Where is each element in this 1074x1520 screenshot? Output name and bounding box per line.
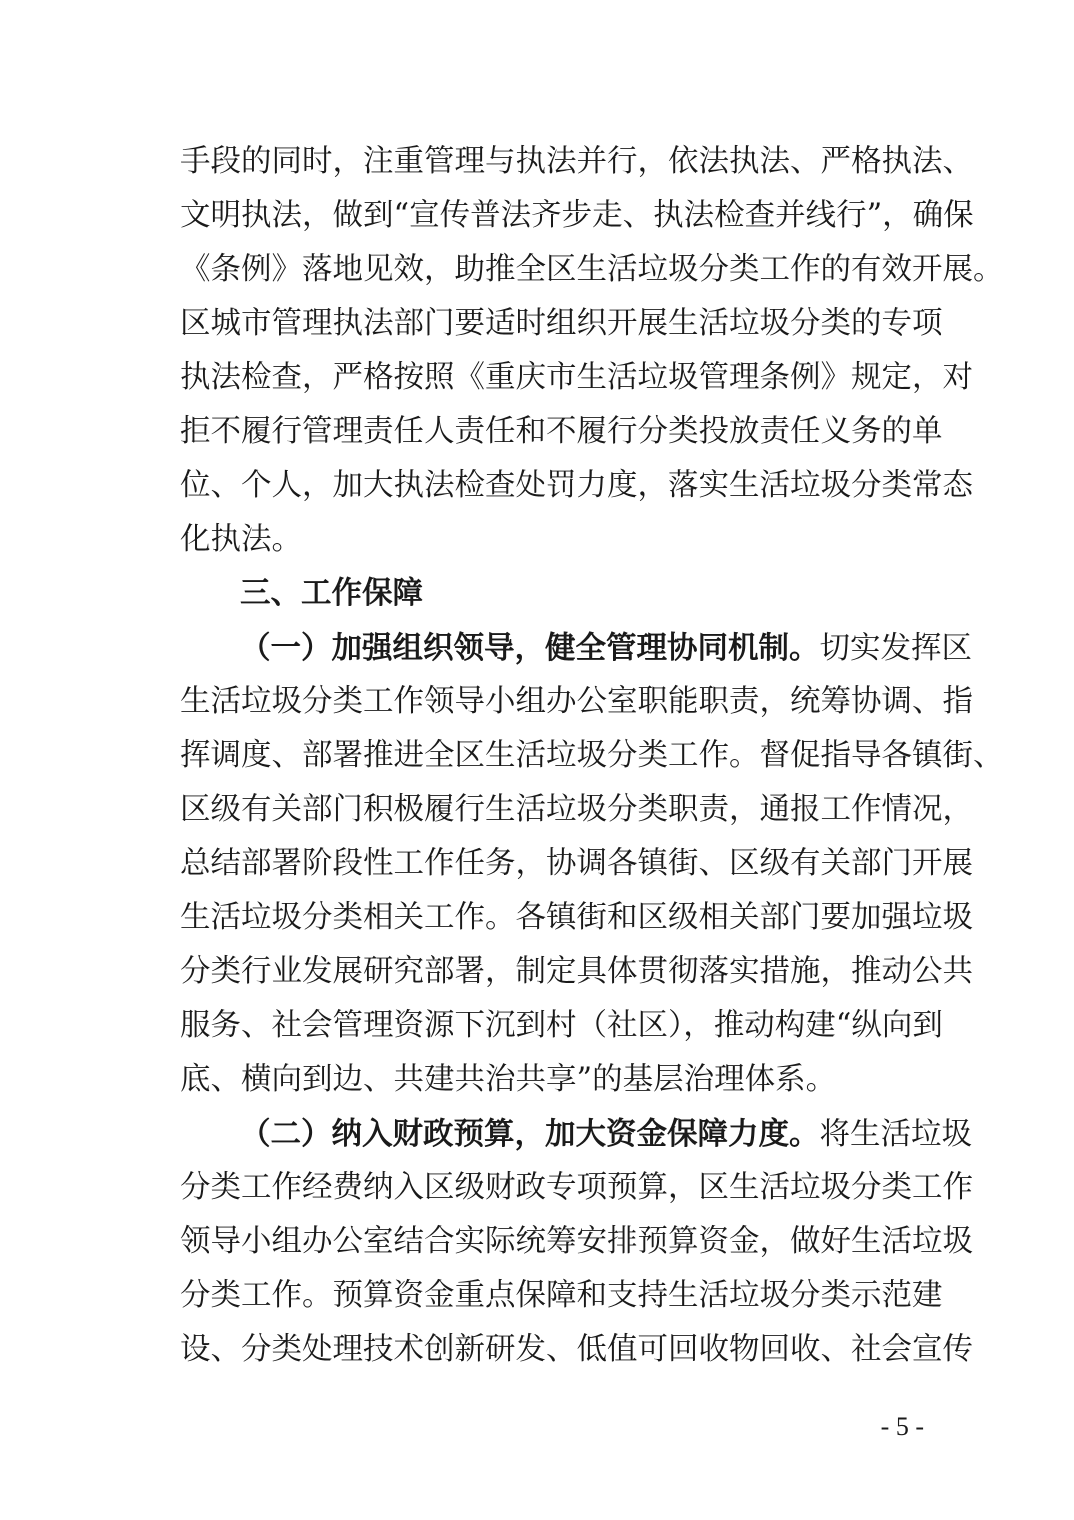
body-line: 分类行业发展研究部署，制定具体贯彻落实措施，推动公共: [180, 954, 973, 989]
subsection-text: 将生活垃圾: [819, 1117, 972, 1152]
body-line: 执法检查，严格按照《重庆市生活垃圾管理条例》规定，对: [180, 360, 973, 395]
body-line: 底、横向到边、共建共治共享”的基层治理体系。: [180, 1062, 837, 1097]
section-heading: 三、工作保障: [240, 576, 423, 611]
body-line: 分类工作。预算资金重点保障和支持生活垃圾分类示范建: [180, 1278, 943, 1313]
body-line: 生活垃圾分类工作领导小组办公室职能职责，统筹协调、指: [180, 684, 973, 719]
subsection-first-line: [240, 1106, 972, 1162]
body-line: 领导小组办公室结合实际统筹安排预算资金，做好生活垃圾: [180, 1224, 973, 1259]
subsection-first-line: [240, 620, 972, 676]
body-line: 分类工作经费纳入区级财政专项预算，区生活垃圾分类工作: [180, 1170, 973, 1205]
body-line: 化执法。: [180, 522, 302, 557]
body-line: 区级有关部门积极履行生活垃圾分类职责，通报工作情况，: [180, 792, 973, 827]
body-line: 设、分类处理技术创新研发、低值可回收物回收、社会宣传: [180, 1332, 973, 1367]
body-line: 手段的同时，注重管理与执法并行，依法执法、严格执法、: [180, 144, 973, 179]
body-line: 挥调度、部署推进全区生活垃圾分类工作。督促指导各镇街、: [180, 738, 1004, 773]
body-line: 拒不履行管理责任人责任和不履行分类投放责任义务的单: [180, 414, 943, 449]
page-number: - 5 -: [880, 1412, 924, 1441]
subsection-title: （二）纳入财政预算，加大资金保障力度。: [240, 1116, 820, 1152]
subsection-title: （一）加强组织领导，健全管理协同机制。: [240, 630, 820, 666]
body-line: 《条例》落地见效，助推全区生活垃圾分类工作的有效开展。: [180, 252, 1004, 287]
body-line: 区城市管理执法部门要适时组织开展生活垃圾分类的专项: [180, 306, 943, 341]
body-line: 总结部署阶段性工作任务，协调各镇街、区级有关部门开展: [180, 846, 973, 881]
subsection-text: 切实发挥区: [819, 631, 972, 666]
body-line: 服务、社会管理资源下沉到村（社区），推动构建“纵向到: [180, 1008, 943, 1043]
body-line: 文明执法，做到“宣传普法齐步走、执法检查并线行”，确保: [180, 198, 974, 233]
body-line: 位、个人，加大执法检查处罚力度，落实生活垃圾分类常态: [180, 468, 973, 503]
body-line: 生活垃圾分类相关工作。各镇街和区级相关部门要加强垃圾: [180, 900, 973, 935]
